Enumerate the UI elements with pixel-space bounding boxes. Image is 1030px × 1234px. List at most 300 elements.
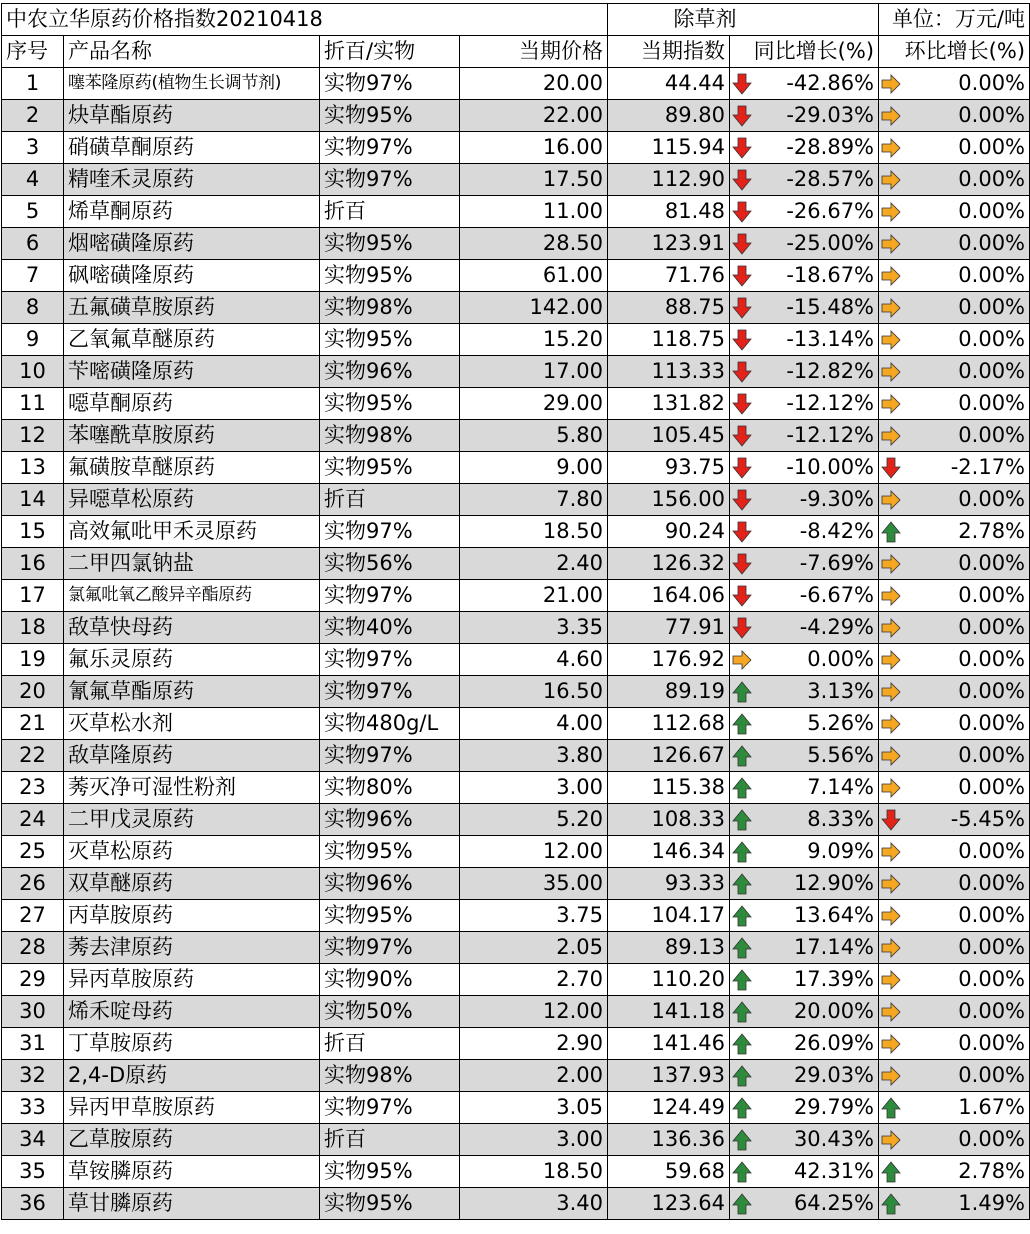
arrow-right-icon	[881, 105, 901, 127]
yoy-growth	[730, 1028, 879, 1060]
product-spec: 实物96%	[320, 804, 460, 836]
product-name: 炔草酯原药	[64, 100, 320, 132]
yoy-value: -28.57%	[786, 167, 875, 191]
mom-value: 0.00%	[958, 1127, 1026, 1151]
mom-value: 0.00%	[958, 1031, 1026, 1055]
yoy-value: -7.69%	[799, 551, 875, 575]
mom-growth	[879, 516, 1030, 548]
product-name: 二甲戊灵原药	[64, 804, 320, 836]
yoy-growth	[730, 548, 879, 580]
mom-value: 0.00%	[958, 647, 1026, 671]
yoy-value: -25.00%	[786, 231, 875, 255]
product-spec: 实物97%	[320, 644, 460, 676]
mom-growth	[879, 740, 1030, 772]
mom-value: 0.00%	[958, 775, 1026, 799]
product-name: 异噁草松原药	[64, 484, 320, 516]
header-yoy: 同比增长(%)	[730, 36, 879, 68]
arrow-down-icon	[881, 457, 901, 479]
current-price: 2.40	[460, 548, 608, 580]
arrow-up-icon	[732, 937, 752, 959]
yoy-value: -6.67%	[799, 583, 875, 607]
current-index: 89.80	[608, 100, 730, 132]
row-index: 13	[2, 452, 64, 484]
current-price: 3.75	[460, 900, 608, 932]
unit-label: 单位：万元/吨	[879, 4, 1030, 36]
product-spec: 实物96%	[320, 356, 460, 388]
header-index: 当期指数	[608, 36, 730, 68]
row-index: 3	[2, 132, 64, 164]
yoy-value: -29.03%	[786, 103, 875, 127]
yoy-value: -4.29%	[799, 615, 875, 639]
product-spec: 实物97%	[320, 676, 460, 708]
row-index: 15	[2, 516, 64, 548]
product-name: 苄嘧磺隆原药	[64, 356, 320, 388]
yoy-value: 20.00%	[793, 999, 875, 1023]
current-price: 12.00	[460, 836, 608, 868]
table-row	[2, 804, 1030, 836]
arrow-up-icon	[881, 1097, 901, 1119]
yoy-value: -13.14%	[786, 327, 875, 351]
mom-growth	[879, 164, 1030, 196]
yoy-growth	[730, 452, 879, 484]
arrow-right-icon	[881, 265, 901, 287]
row-index: 29	[2, 964, 64, 996]
table-row	[2, 996, 1030, 1028]
row-index: 33	[2, 1092, 64, 1124]
mom-value: 0.00%	[958, 71, 1026, 95]
mom-value: 1.67%	[958, 1095, 1026, 1119]
product-name: 双草醚原药	[64, 868, 320, 900]
current-index: 81.48	[608, 196, 730, 228]
product-name: 硝磺草酮原药	[64, 132, 320, 164]
current-index: 126.32	[608, 548, 730, 580]
yoy-value: 42.31%	[793, 1159, 875, 1183]
yoy-value: 7.14%	[807, 775, 875, 799]
header-row	[2, 36, 1030, 68]
arrow-right-icon	[881, 1065, 901, 1087]
mom-growth	[879, 548, 1030, 580]
product-name: 草铵膦原药	[64, 1156, 320, 1188]
current-price: 35.00	[460, 868, 608, 900]
arrow-down-icon	[732, 265, 752, 287]
arrow-up-icon	[732, 1065, 752, 1087]
current-index: 108.33	[608, 804, 730, 836]
arrow-right-icon	[881, 617, 901, 639]
yoy-growth	[730, 996, 879, 1028]
arrow-right-icon	[881, 1129, 901, 1151]
current-price: 5.20	[460, 804, 608, 836]
product-name: 二甲四氯钠盐	[64, 548, 320, 580]
row-index: 34	[2, 1124, 64, 1156]
product-spec: 实物95%	[320, 260, 460, 292]
arrow-up-icon	[732, 1001, 752, 1023]
mom-growth	[879, 900, 1030, 932]
arrow-down-icon	[732, 425, 752, 447]
mom-growth	[879, 964, 1030, 996]
current-price: 16.50	[460, 676, 608, 708]
arrow-up-icon	[881, 521, 901, 543]
current-price: 2.70	[460, 964, 608, 996]
current-index: 93.33	[608, 868, 730, 900]
table-row	[2, 132, 1030, 164]
mom-growth	[879, 772, 1030, 804]
table-row	[2, 1124, 1030, 1156]
current-price: 7.80	[460, 484, 608, 516]
current-price: 61.00	[460, 260, 608, 292]
mom-value: 0.00%	[958, 103, 1026, 127]
current-price: 20.00	[460, 68, 608, 100]
arrow-up-icon	[732, 969, 752, 991]
product-name: 氯氟吡氧乙酸异辛酯原药	[64, 580, 320, 612]
product-spec: 实物97%	[320, 580, 460, 612]
current-index: 146.34	[608, 836, 730, 868]
current-price: 4.00	[460, 708, 608, 740]
mom-growth	[879, 1092, 1030, 1124]
row-index: 27	[2, 900, 64, 932]
mom-value: 2.78%	[958, 519, 1026, 543]
mom-growth	[879, 292, 1030, 324]
current-price: 3.05	[460, 1092, 608, 1124]
yoy-growth	[730, 68, 879, 100]
product-name: 莠灭净可湿性粉剂	[64, 772, 320, 804]
header-price: 当期价格	[460, 36, 608, 68]
product-name: 烯禾啶母药	[64, 996, 320, 1028]
mom-growth	[879, 100, 1030, 132]
product-spec: 实物98%	[320, 420, 460, 452]
row-index: 7	[2, 260, 64, 292]
mom-value: 0.00%	[958, 1063, 1026, 1087]
mom-growth	[879, 1124, 1030, 1156]
yoy-value: -15.48%	[786, 295, 875, 319]
yoy-growth	[730, 516, 879, 548]
arrow-down-icon	[881, 809, 901, 831]
mom-growth	[879, 420, 1030, 452]
mom-growth	[879, 836, 1030, 868]
table-row	[2, 484, 1030, 516]
product-name: 砜嘧磺隆原药	[64, 260, 320, 292]
arrow-right-icon	[732, 649, 752, 671]
table-row	[2, 740, 1030, 772]
yoy-value: -12.12%	[786, 423, 875, 447]
current-price: 142.00	[460, 292, 608, 324]
current-index: 89.13	[608, 932, 730, 964]
table-row	[2, 452, 1030, 484]
mom-value: 0.00%	[958, 231, 1026, 255]
table-row	[2, 196, 1030, 228]
arrow-down-icon	[732, 521, 752, 543]
yoy-growth	[730, 1124, 879, 1156]
table-row	[2, 1028, 1030, 1060]
product-name: 高效氟吡甲禾灵原药	[64, 516, 320, 548]
mom-growth	[879, 708, 1030, 740]
row-index: 23	[2, 772, 64, 804]
mom-growth	[879, 68, 1030, 100]
arrow-right-icon	[881, 937, 901, 959]
product-spec: 实物98%	[320, 292, 460, 324]
current-index: 110.20	[608, 964, 730, 996]
row-index: 10	[2, 356, 64, 388]
current-price: 2.90	[460, 1028, 608, 1060]
mom-value: 0.00%	[958, 295, 1026, 319]
current-price: 2.00	[460, 1060, 608, 1092]
yoy-growth	[730, 100, 879, 132]
mom-growth	[879, 484, 1030, 516]
yoy-growth	[730, 132, 879, 164]
row-index: 36	[2, 1188, 64, 1220]
product-name: 烟嘧磺隆原药	[64, 228, 320, 260]
yoy-growth	[730, 580, 879, 612]
current-index: 176.92	[608, 644, 730, 676]
current-price: 3.00	[460, 1124, 608, 1156]
arrow-right-icon	[881, 361, 901, 383]
product-spec: 实物95%	[320, 1156, 460, 1188]
arrow-up-icon	[732, 713, 752, 735]
mom-growth	[879, 580, 1030, 612]
yoy-growth	[730, 1060, 879, 1092]
table-row	[2, 1060, 1030, 1092]
product-spec: 实物96%	[320, 868, 460, 900]
current-price: 11.00	[460, 196, 608, 228]
product-spec: 实物90%	[320, 964, 460, 996]
header-idx: 序号	[2, 36, 64, 68]
current-price: 16.00	[460, 132, 608, 164]
yoy-value: 29.03%	[793, 1063, 875, 1087]
mom-value: 0.00%	[958, 679, 1026, 703]
table-row	[2, 292, 1030, 324]
arrow-right-icon	[881, 137, 901, 159]
product-name: 精喹禾灵原药	[64, 164, 320, 196]
current-price: 2.05	[460, 932, 608, 964]
current-index: 123.91	[608, 228, 730, 260]
product-spec: 折百	[320, 1124, 460, 1156]
row-index: 1	[2, 68, 64, 100]
mom-value: 1.49%	[958, 1191, 1026, 1215]
yoy-growth	[730, 292, 879, 324]
table-row	[2, 516, 1030, 548]
product-spec: 实物40%	[320, 612, 460, 644]
arrow-down-icon	[732, 201, 752, 223]
yoy-value: 26.09%	[793, 1031, 875, 1055]
product-name: 乙氧氟草醚原药	[64, 324, 320, 356]
mom-growth	[879, 1060, 1030, 1092]
yoy-value: -9.30%	[799, 487, 875, 511]
mom-value: 0.00%	[958, 391, 1026, 415]
arrow-right-icon	[881, 425, 901, 447]
mom-growth	[879, 356, 1030, 388]
table-row	[2, 612, 1030, 644]
current-index: 112.90	[608, 164, 730, 196]
title-row	[2, 4, 1030, 36]
product-name: 丙草胺原药	[64, 900, 320, 932]
arrow-right-icon	[881, 1033, 901, 1055]
header-mom: 环比增长(%)	[879, 36, 1030, 68]
mom-growth	[879, 260, 1030, 292]
yoy-growth	[730, 612, 879, 644]
arrow-up-icon	[881, 1161, 901, 1183]
arrow-down-icon	[732, 233, 752, 255]
current-index: 118.75	[608, 324, 730, 356]
table-row	[2, 100, 1030, 132]
row-index: 31	[2, 1028, 64, 1060]
mom-value: 0.00%	[958, 327, 1026, 351]
current-index: 136.36	[608, 1124, 730, 1156]
arrow-up-icon	[732, 809, 752, 831]
yoy-value: -10.00%	[786, 455, 875, 479]
arrow-up-icon	[732, 905, 752, 927]
product-name: 莠去津原药	[64, 932, 320, 964]
yoy-growth	[730, 356, 879, 388]
category-label: 除草剂	[608, 4, 879, 36]
table-row	[2, 68, 1030, 100]
product-spec: 实物97%	[320, 164, 460, 196]
current-price: 5.80	[460, 420, 608, 452]
table-row	[2, 420, 1030, 452]
mom-growth	[879, 228, 1030, 260]
table-row	[2, 772, 1030, 804]
mom-growth	[879, 388, 1030, 420]
row-index: 20	[2, 676, 64, 708]
current-price: 17.50	[460, 164, 608, 196]
product-spec: 实物480g/L	[320, 708, 460, 740]
arrow-up-icon	[732, 745, 752, 767]
yoy-growth	[730, 196, 879, 228]
current-price: 17.00	[460, 356, 608, 388]
table-row	[2, 1188, 1030, 1220]
mom-value: 0.00%	[958, 135, 1026, 159]
table-row	[2, 1156, 1030, 1188]
row-index: 11	[2, 388, 64, 420]
product-spec: 实物95%	[320, 324, 460, 356]
arrow-right-icon	[881, 297, 901, 319]
header-name: 产品名称	[64, 36, 320, 68]
product-name: 2,4-D原药	[64, 1060, 320, 1092]
table-row	[2, 548, 1030, 580]
yoy-value: 5.26%	[807, 711, 875, 735]
yoy-growth	[730, 708, 879, 740]
mom-growth	[879, 324, 1030, 356]
table-row	[2, 900, 1030, 932]
product-name: 丁草胺原药	[64, 1028, 320, 1060]
current-index: 115.38	[608, 772, 730, 804]
current-price: 15.20	[460, 324, 608, 356]
current-index: 105.45	[608, 420, 730, 452]
current-price: 12.00	[460, 996, 608, 1028]
arrow-up-icon	[881, 1193, 901, 1215]
yoy-growth	[730, 964, 879, 996]
product-spec: 实物97%	[320, 516, 460, 548]
row-index: 24	[2, 804, 64, 836]
product-name: 氟磺胺草醚原药	[64, 452, 320, 484]
arrow-up-icon	[732, 681, 752, 703]
table-row	[2, 260, 1030, 292]
arrow-down-icon	[732, 329, 752, 351]
arrow-up-icon	[732, 1193, 752, 1215]
current-price: 18.50	[460, 1156, 608, 1188]
arrow-right-icon	[881, 169, 901, 191]
mom-value: -5.45%	[950, 807, 1026, 831]
table-title: 中农立华原药价格指数20210418	[2, 4, 608, 36]
current-price: 18.50	[460, 516, 608, 548]
arrow-right-icon	[881, 681, 901, 703]
arrow-down-icon	[732, 105, 752, 127]
arrow-right-icon	[881, 649, 901, 671]
mom-value: 0.00%	[958, 359, 1026, 383]
row-index: 4	[2, 164, 64, 196]
table-row	[2, 932, 1030, 964]
arrow-right-icon	[881, 489, 901, 511]
arrow-down-icon	[732, 457, 752, 479]
price-index-table	[1, 3, 1030, 1220]
yoy-growth	[730, 1188, 879, 1220]
table-row	[2, 836, 1030, 868]
arrow-down-icon	[732, 553, 752, 575]
product-spec: 实物97%	[320, 1092, 460, 1124]
product-name: 乙草胺原药	[64, 1124, 320, 1156]
table-row	[2, 676, 1030, 708]
current-price: 29.00	[460, 388, 608, 420]
table-row	[2, 1092, 1030, 1124]
mom-growth	[879, 644, 1030, 676]
yoy-value: 8.33%	[807, 807, 875, 831]
product-name: 草甘膦原药	[64, 1188, 320, 1220]
yoy-growth	[730, 324, 879, 356]
current-index: 112.68	[608, 708, 730, 740]
row-index: 9	[2, 324, 64, 356]
product-spec: 实物95%	[320, 836, 460, 868]
yoy-growth	[730, 388, 879, 420]
table-row	[2, 580, 1030, 612]
yoy-value: 29.79%	[793, 1095, 875, 1119]
yoy-value: -8.42%	[799, 519, 875, 543]
table-row	[2, 228, 1030, 260]
arrow-right-icon	[881, 841, 901, 863]
yoy-value: 64.25%	[793, 1191, 875, 1215]
row-index: 32	[2, 1060, 64, 1092]
mom-value: 0.00%	[958, 167, 1026, 191]
product-spec: 实物95%	[320, 388, 460, 420]
product-name: 灭草松原药	[64, 836, 320, 868]
table-row	[2, 708, 1030, 740]
row-index: 21	[2, 708, 64, 740]
arrow-up-icon	[732, 1097, 752, 1119]
mom-growth	[879, 676, 1030, 708]
product-name: 氰氟草酯原药	[64, 676, 320, 708]
yoy-growth	[730, 228, 879, 260]
current-price: 3.80	[460, 740, 608, 772]
current-index: 123.64	[608, 1188, 730, 1220]
yoy-growth	[730, 164, 879, 196]
arrow-right-icon	[881, 585, 901, 607]
current-index: 71.76	[608, 260, 730, 292]
table-row	[2, 388, 1030, 420]
yoy-growth	[730, 484, 879, 516]
yoy-value: 3.13%	[807, 679, 875, 703]
yoy-growth	[730, 868, 879, 900]
arrow-right-icon	[881, 73, 901, 95]
product-name: 烯草酮原药	[64, 196, 320, 228]
row-index: 30	[2, 996, 64, 1028]
current-index: 141.18	[608, 996, 730, 1028]
product-spec: 实物97%	[320, 740, 460, 772]
product-name: 氟乐灵原药	[64, 644, 320, 676]
arrow-right-icon	[881, 745, 901, 767]
row-index: 35	[2, 1156, 64, 1188]
row-index: 16	[2, 548, 64, 580]
arrow-right-icon	[881, 233, 901, 255]
current-index: 44.44	[608, 68, 730, 100]
current-index: 141.46	[608, 1028, 730, 1060]
product-name: 敌草快母药	[64, 612, 320, 644]
